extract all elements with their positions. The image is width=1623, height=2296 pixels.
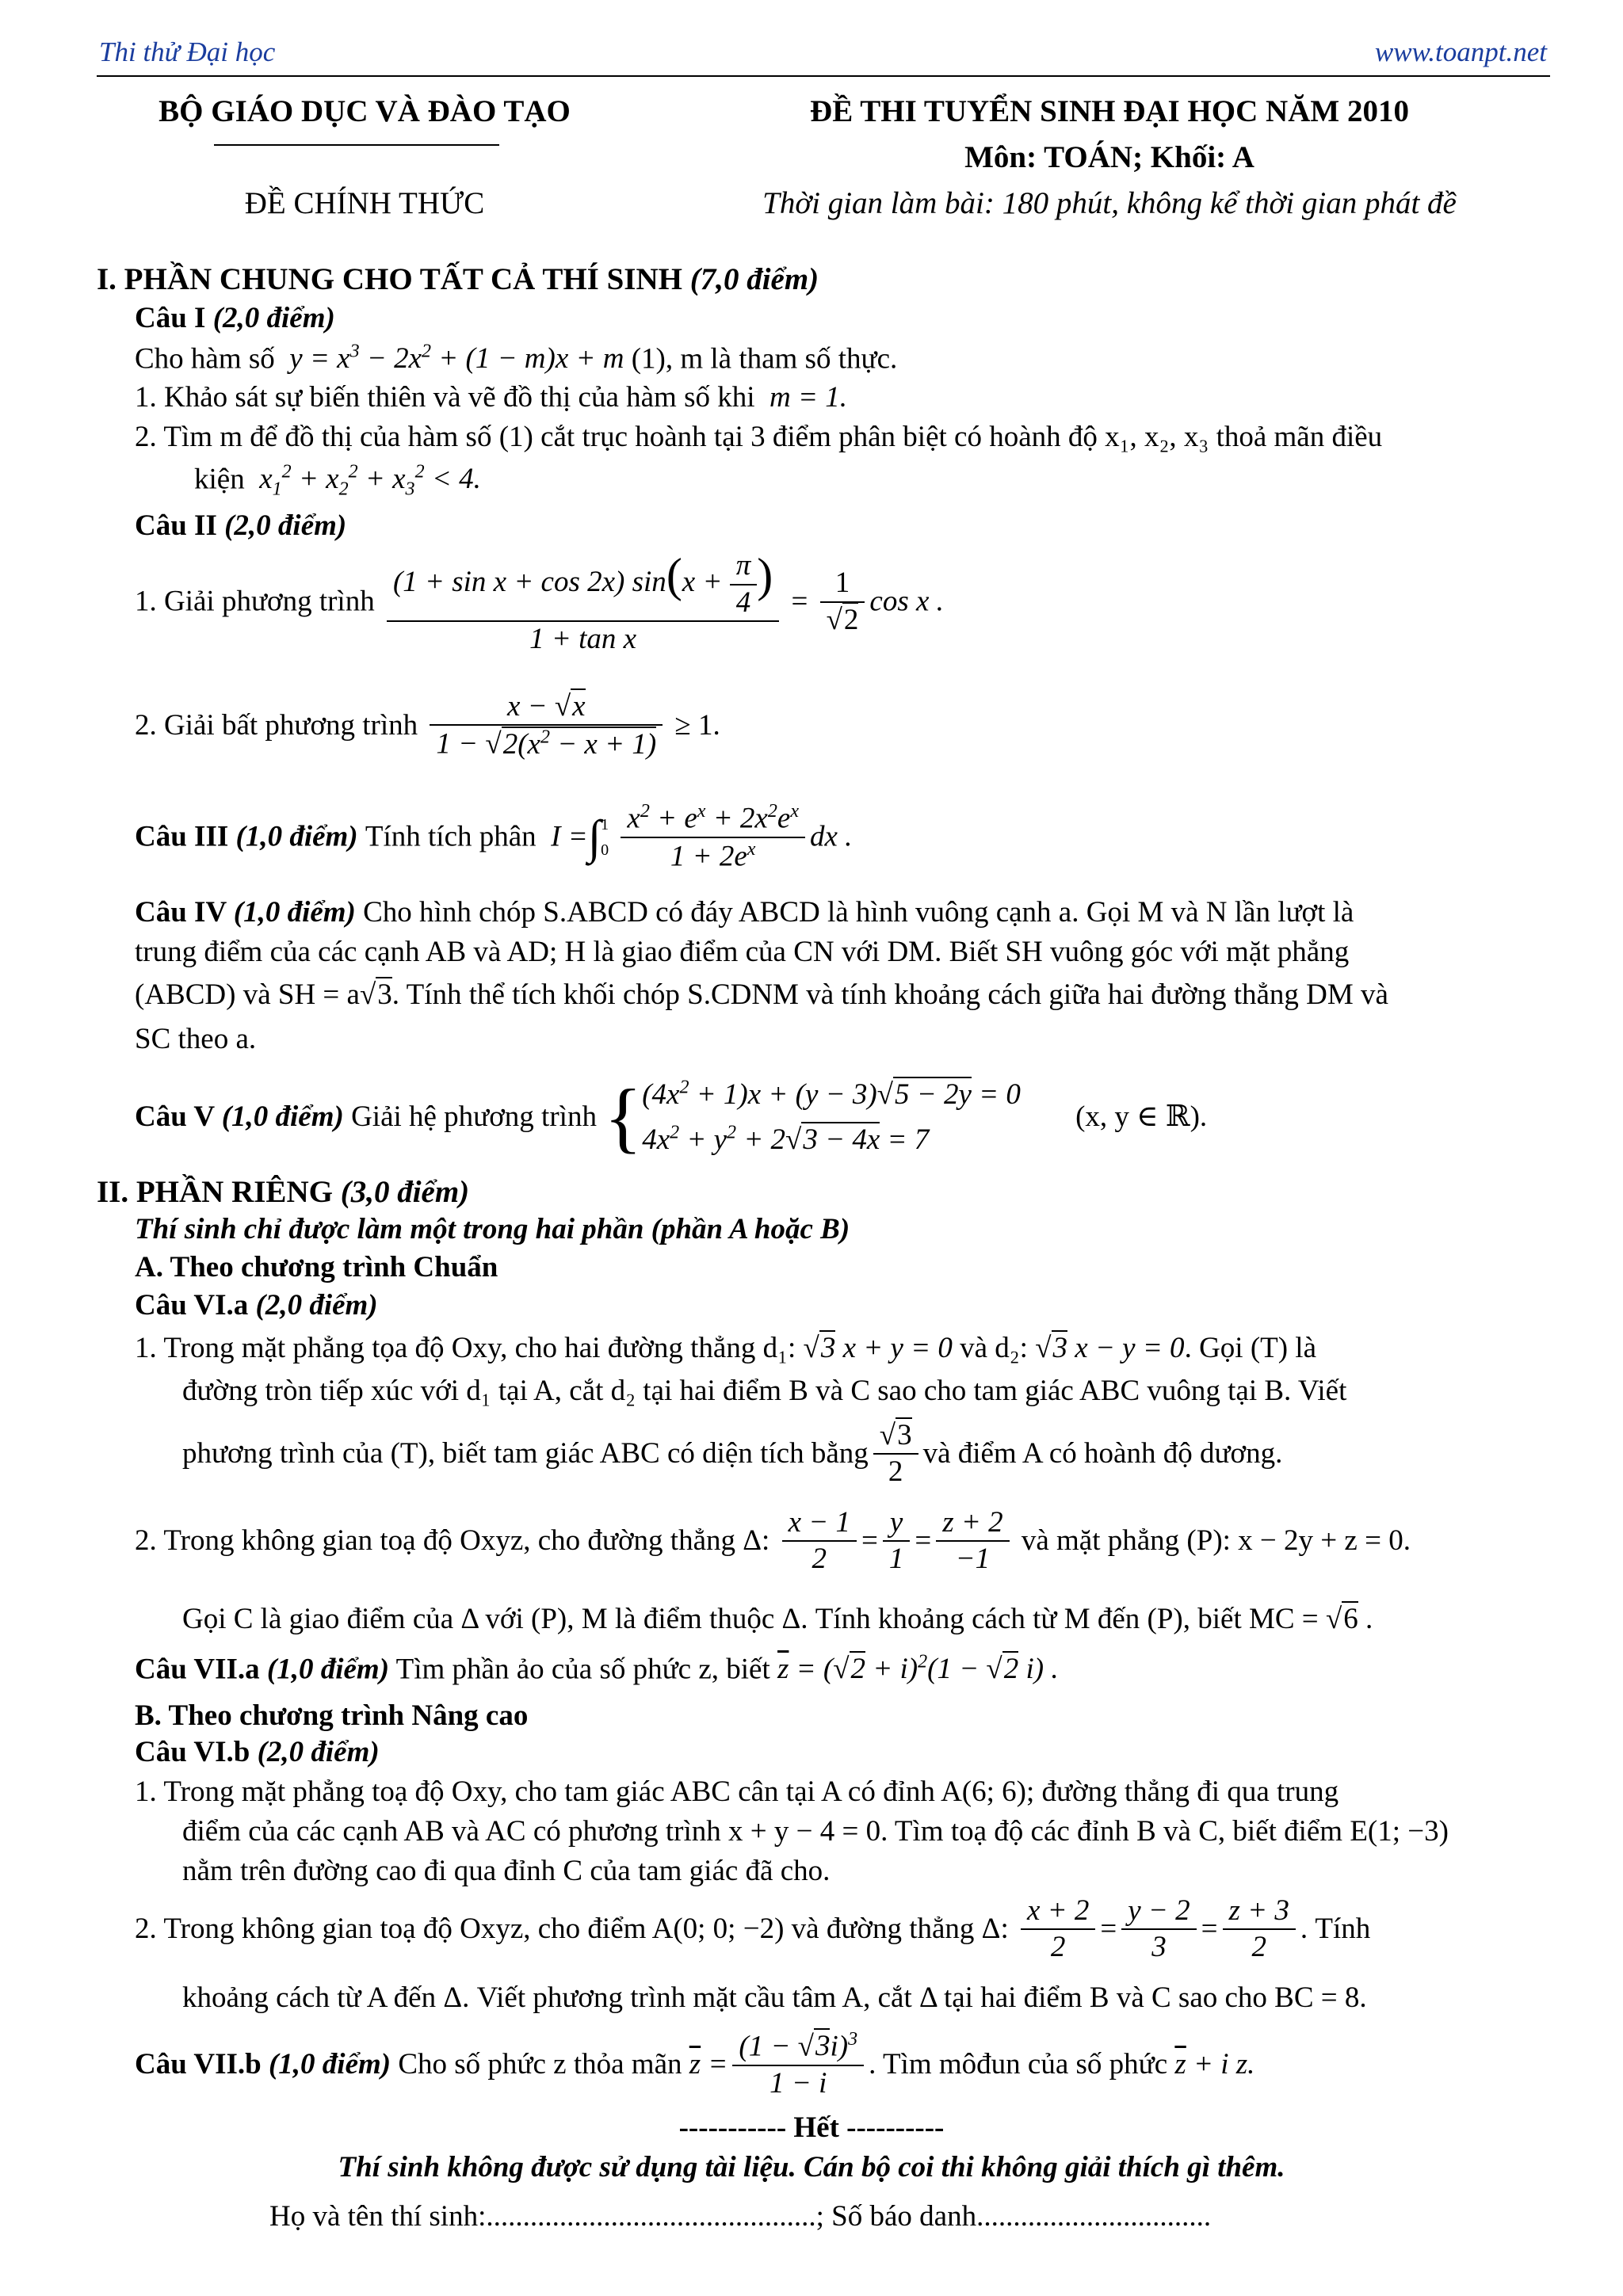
ministry: BỘ GIÁO DỤC VÀ ĐÀO TẠO	[158, 94, 571, 128]
q5: Câu V (1,0 điểm) Giải hệ phương trình {$(4x^2 + 1)x + (y - 3)√5 - 2y = 0$ $4x^2 + y^2 + 2√3 - 4x = 7$ (x, y ∈ ℝ).	[135, 1070, 1207, 1165]
part2-a: A. Theo chương trình Chuẩn	[135, 1251, 498, 1283]
end-note: Thí sinh không được sử dụng tài liệu. Cán bộ coi thi không giải thích gì thêm.	[338, 2151, 1285, 2183]
q2-eq1-fraction: (1 + sin x + cos 2x) sin(x + $\frac{\pi}{4}$ ) 1 + tan x	[387, 547, 779, 657]
header-rule	[97, 75, 1550, 77]
exam-subject: Môn: TOÁN; Khối: A	[964, 140, 1254, 174]
part2-b: B. Theo chương trình Nâng cao	[135, 1699, 529, 1732]
official-label: ĐỀ CHÍNH THỨC	[244, 186, 485, 220]
q6a-item1-l3: phương trình của (T), biết tam giác ABC có diện tích bằng $\frac{√3}{2}$ và điểm A có hoành độ dương.	[182, 1418, 1282, 1490]
q2-heading: Câu II (2,0 điểm)	[135, 509, 347, 542]
q6a-item2-l2: Gọi C là giao điểm của Δ với (P), M là điểm thuộc Δ. Tính khoảng cách từ M đến (P), biết MC = √6 .	[182, 1603, 1373, 1635]
q2-item1: 1. Giải phương trình (1 + sin x + cos 2x) sin(x + $\frac{\pi}{4}$ ) 1 + tan x = $\frac{1}{√2}$ cos x .	[135, 547, 944, 657]
q6b-item1-l1: 1. Trong mặt phẳng toạ độ Oxy, cho tam giác ABC cân tại A có đỉnh A(6; 6); đường thẳng đi qua trung	[135, 1775, 1339, 1808]
q3: Câu III (1,0 điểm) Tính tích phân I =∫1 0 $\frac{x^2 + e^x + 2x^2e^x}{1 + 2e^x}$ dx .	[135, 800, 852, 874]
part1-title: I. PHẦN CHUNG CHO TẤT CẢ THÍ SINH (7,0 điểm)	[97, 262, 819, 296]
q7b: Câu VII.b (1,0 điểm) Cho số phức z thỏa mãn $\overline{z}$ = $\frac{(1 - √3i)^3}{1 - i}$ . Tìm môđun của số phức $\overline{z} + i$ z.	[135, 2029, 1255, 2100]
q6b-item1-l2: điểm của các cạnh AB và AC có phương trình x + y − 4 = 0. Tìm toạ độ các đỉnh B và C, biết điểm E(1; −3)	[182, 1815, 1449, 1848]
q4-line2: trung điểm của các cạnh AB và AD; H là giao điểm của CN với DM. Biết SH vuông góc với mặt phẳng	[135, 936, 1350, 968]
q1-item2-cond: kiện $x_1^2 + x_2^2 + x_3^2 < 4$.	[194, 462, 481, 500]
header-right[interactable]: www.toanpt.net	[1374, 36, 1547, 67]
q6b-heading: Câu VI.b (2,0 điểm)	[135, 1736, 380, 1768]
exam-time: Thời gian làm bài: 180 phút, không kể thời gian phát đề	[762, 186, 1457, 220]
q6b-item2-l2: khoảng cách từ A đến Δ. Viết phương trình mặt cầu tâm A, cắt Δ tại hai điểm B và C sao cho BC = 8.	[182, 1981, 1367, 2014]
q4-line1: Câu IV (1,0 điểm) Cho hình chóp S.ABCD có đáy ABCD là hình vuông cạnh a. Gọi M và N lần lượt là	[135, 896, 1354, 929]
q6a-item1: 1. Trong mặt phẳng tọa độ Oxy, cho hai đường thẳng d₁: √3 x + y = 0 và d₂: √3 x − y = 0. Gọi (T) là	[135, 1332, 1317, 1364]
q5-system: $(4x^2 + 1)x + (y - 3)√5 - 2y = 0$ $4x^2 + y^2 + 2√3 - 4x = 7$	[642, 1077, 1021, 1156]
ministry-rule	[214, 144, 499, 146]
q2-item2: 2. Giải bất phương trình $\frac{x - √x}{1 - √2(x^2 - x + 1)}$ ≥ 1.	[135, 689, 720, 762]
q6a-item1-l2: đường tròn tiếp xúc với d₁ tại A, cắt d₂ tại hai điểm B và C sao cho tam giác ABC vuông tại B. Viết	[182, 1375, 1347, 1407]
end-marker: ----------- Hết ----------	[678, 2111, 945, 2144]
q7a: Câu VII.a (1,0 điểm) Tìm phần ảo của số phức z, biết $\overline{z} = (√2 + i)^2(1 - √2$ i) .	[135, 1652, 1059, 1686]
q1-item2: 2. Tìm m để đồ thị của hàm số (1) cắt trục hoành tại 3 điểm phân biệt có hoành độ x₁, x₂, x₃ thoả mãn điều	[135, 421, 1383, 453]
q6a-area: $\frac{√3}{2}$	[873, 1418, 918, 1490]
part2-note: Thí sinh chỉ được làm một trong hai phần (phần A hoặc B)	[135, 1213, 850, 1245]
exam-title: ĐỀ THI TUYỂN SINH ĐẠI HỌC NĂM 2010	[810, 94, 1409, 128]
q2-ineq-fraction: $\frac{x - √x}{1 - √2(x^2 - x + 1)}$	[430, 689, 663, 762]
q1-heading: Câu I (2,0 điểm)	[135, 302, 335, 334]
q6b-item2: 2. Trong không gian toạ độ Oxyz, cho điểm A(0; 0; −2) và đường thẳng Δ: $\frac{x + 2}{2}$ = $\frac{y - 2}{3}$ = $\frac{z + 3}{2}$ . Tính	[135, 1894, 1371, 1964]
q2-eq1-rhs: $\frac{1}{√2}$	[820, 566, 865, 638]
q3-integrand: $\frac{x^2 + e^x + 2x^2e^x}{1 + 2e^x}$	[621, 800, 805, 874]
header-left: Thi thử Đại học	[99, 36, 276, 67]
candidate-info: Họ và tên thí sinh:.............................................; Số báo danh................................	[269, 2200, 1212, 2233]
q1-intro: Cho hàm số $y = x^3 - 2x^2 + (1 - m)x + m$ (1), m là tham số thực.	[135, 341, 898, 376]
q6a-heading: Câu VI.a (2,0 điểm)	[135, 1289, 378, 1322]
q6a-item2: 2. Trong không gian toạ độ Oxyz, cho đường thẳng Δ: $\frac{x - 1}{2}$ = $\frac{y}{1}$ = $\frac{z + 2}{-1}$ và mặt phẳng (P): x − 2y + z = 0.	[135, 1506, 1411, 1576]
q4-line3: (ABCD) và SH = a√3. Tính thể tích khối chóp S.CDNM và tính khoảng cách giữa hai đường thẳng DM và	[135, 978, 1388, 1011]
part2-title: II. PHẦN RIÊNG (3,0 điểm)	[97, 1175, 470, 1209]
q4-line4: SC theo a.	[135, 1023, 257, 1055]
q6b-item1-l3: nằm trên đường cao đi qua đỉnh C của tam giác đã cho.	[182, 1855, 831, 1887]
q1-item1: 1. Khảo sát sự biến thiên và vẽ đồ thị của hàm số khi m = 1.	[135, 381, 847, 414]
